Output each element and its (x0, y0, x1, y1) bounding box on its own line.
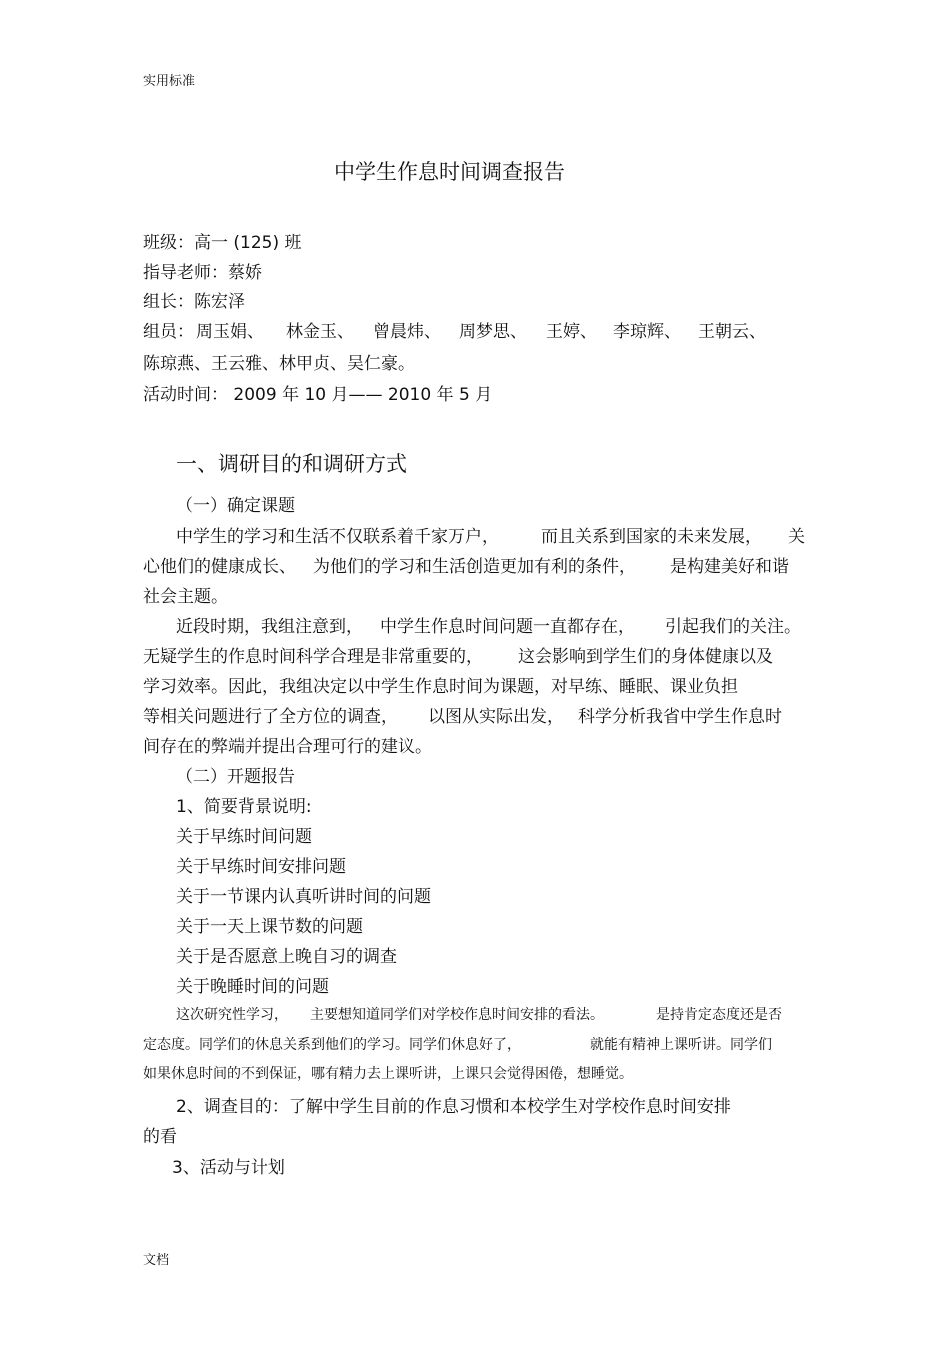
text-segment: 主要想知道同学们对学校作息时间安排的看法。 (310, 1007, 604, 1023)
text-segment: 社会主题。 (143, 587, 228, 607)
item-heading: 2、调查目的：了解中学生目前的作息习惯和本校学生对学校作息时间安排 (176, 1097, 731, 1117)
section-heading: 一、调研目的和调研方式 (176, 452, 407, 476)
text-segment: 无疑学生的作息时间科学合理是非常重要的， (143, 647, 483, 667)
topic-item: 关于一天上课节数的问题 (176, 917, 363, 937)
text-segment: 间存在的弊端并提出合理可行的建议。 (143, 737, 432, 757)
leader-line: 组长：陈宏泽 (143, 292, 245, 312)
item-continuation: 的看 (143, 1127, 177, 1147)
text-segment: 是构建美好和谐 (670, 557, 789, 577)
text-segment: 关 (788, 527, 805, 547)
page-footer: 文档 (143, 1253, 170, 1268)
text-segment: 引起我们的关注。 (665, 617, 801, 637)
text-segment: 以图从实际出发， (428, 707, 564, 727)
text-segment: 中学生作息时间问题一直都存在， (380, 617, 635, 637)
text-segment: 科学分析我省中学生作息时 (578, 707, 782, 727)
text-segment: 为他们的学习和生活创造更加有利的条件， (313, 557, 636, 577)
member-name: 曾晨炜、 (373, 322, 441, 342)
topic-item: 关于是否愿意上晚自习的调查 (176, 947, 397, 967)
topic-item: 关于晚睡时间的问题 (176, 977, 329, 997)
member-name: 李琼辉、 (613, 322, 681, 342)
topic-item: 关于早练时间安排问题 (176, 857, 346, 877)
member-name: 王婷、 (546, 322, 597, 342)
text-segment: 如果休息时间的不到保证，哪有精力去上课听讲，上课只会觉得困倦，想睡觉。 (143, 1066, 633, 1082)
text-segment: 近段时期，我组注意到， (176, 617, 363, 637)
subsection-heading: （二）开题报告 (176, 767, 295, 787)
class-line: 班级：高一 (125) 班 (143, 233, 302, 253)
text-segment: 学习效率。因此，我组决定以中学生作息时间为课题，对早练、睡眠、课业负担 (143, 677, 738, 697)
document-title: 中学生作息时间调查报告 (334, 160, 565, 184)
page-header: 实用标准 (143, 74, 196, 89)
paragraph-line (176, 522, 499, 547)
members-row-2: 陈琼燕、王云雅、林甲贞、吴仁豪。 (143, 354, 415, 374)
topic-item: 关于早练时间问题 (176, 827, 312, 847)
members-row-1 (143, 317, 194, 342)
text-segment: 是持肯定态度还是否 (656, 1007, 782, 1023)
text-segment: 中学生的学习和生活不仅联系着千家万户， (176, 527, 499, 547)
item-heading: 1、简要背景说明: (176, 797, 312, 817)
topic-item: 关于一节课内认真听讲时间的问题 (176, 887, 431, 907)
members-label: 组员： (143, 322, 194, 342)
item-heading: 3、活动与计划 (172, 1158, 285, 1178)
member-name: 林金玉、 (286, 322, 354, 342)
member-name: 周玉娟、 (196, 322, 264, 342)
text-segment: 而且关系到国家的未来发展， (541, 527, 762, 547)
teacher-line: 指导老师：蔡娇 (143, 263, 262, 283)
text-segment: 等相关问题进行了全方位的调查， (143, 707, 398, 727)
member-name: 王朝云、 (698, 322, 766, 342)
text-segment: 这会影响到学生们的身体健康以及 (518, 647, 773, 667)
text-segment: 定态度。同学们的休息关系到他们的学习。同学们休息好了， (143, 1037, 521, 1053)
text-segment: 这次研究性学习， (176, 1007, 288, 1023)
text-segment: 就能有精神上课听讲。同学们 (590, 1037, 772, 1053)
subsection-heading: （一）确定课题 (176, 496, 295, 516)
member-name: 周梦思、 (459, 322, 527, 342)
text-segment: 心他们的健康成长、 (143, 557, 296, 577)
activity-time-line: 活动时间： 2009 年 10 月—— 2010 年 5 月 (143, 385, 493, 405)
